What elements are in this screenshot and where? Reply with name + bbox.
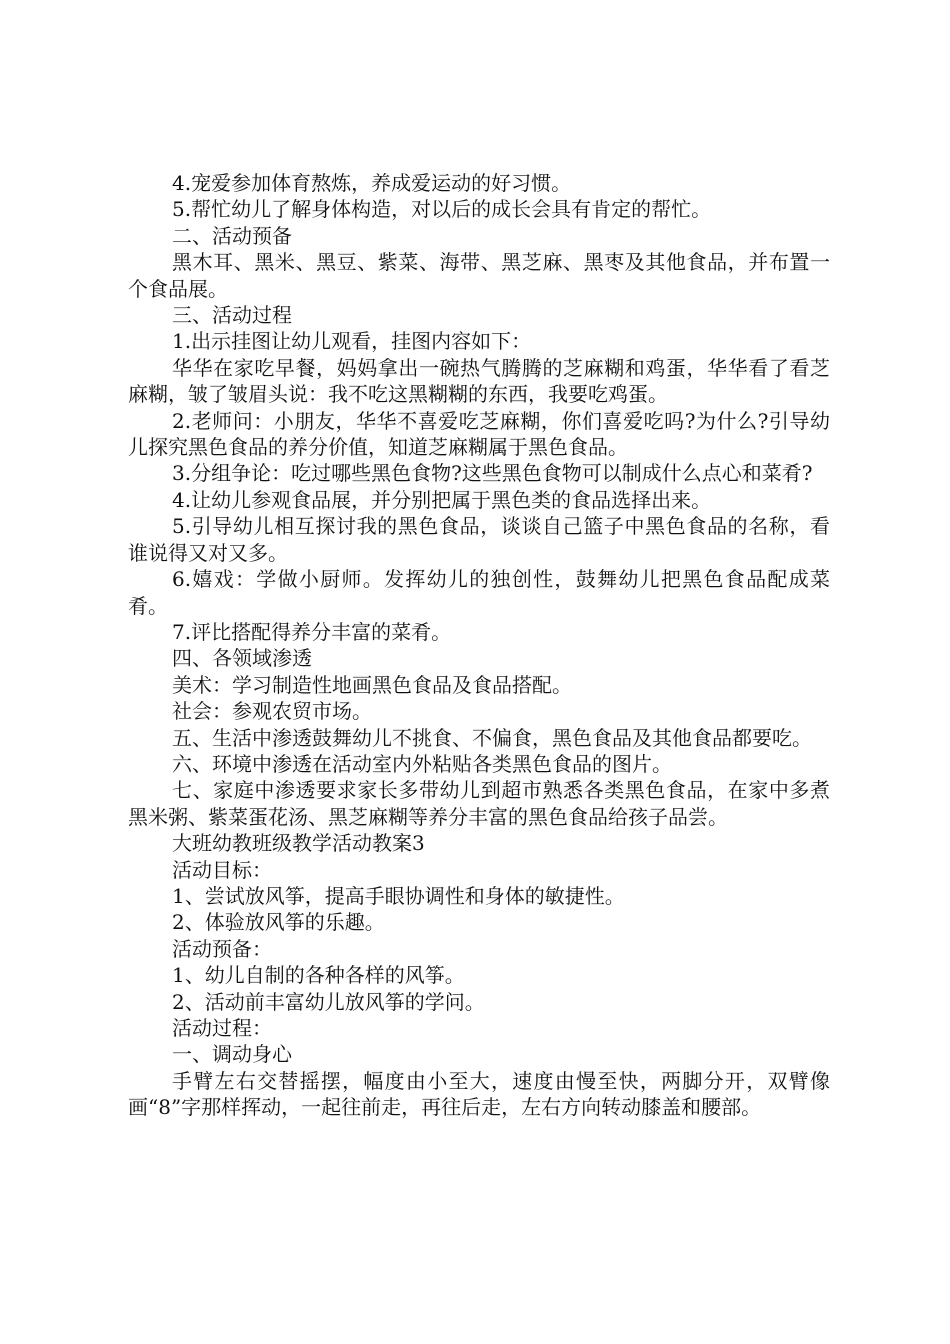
paragraph-step-4: 4.让幼儿参观食品展，并分别把属于黑色类的食品选择出来。 xyxy=(172,487,712,512)
paragraph-goal-4: 4.宠爱参加体育熬炼，养成爱运动的好习惯。 xyxy=(172,171,572,195)
section-heading-process: 三、活动过程 xyxy=(172,303,292,328)
paragraph-life: 五、生活中渗透鼓舞幼儿不挑食、不偏食，黑色食品及其他食品都要吃。 xyxy=(172,725,812,750)
lesson-plan-title: 大班幼教班级教学活动教案3 xyxy=(172,831,425,856)
section-heading-domains: 四、各领域渗透 xyxy=(172,646,312,671)
paragraph-environment: 六、环境中渗透在活动室内外粘贴各类黑色食品的图片。 xyxy=(172,751,672,776)
heading-activity-process: 活动过程： xyxy=(172,1016,272,1040)
paragraph-step-2: 2.老师问：小朋友，华华不喜爱吃芝麻糊，你们喜爱吃吗?为什么?引导幼儿探究黑色食品的养分价值，知道芝麻糊属于黑色食品。 xyxy=(128,408,830,460)
heading-activity-goals: 活动目标： xyxy=(172,857,272,882)
section-heading-preparation: 二、活动预备 xyxy=(172,223,292,248)
paragraph-story: 华华在家吃早餐，妈妈拿出一碗热气腾腾的芝麻糊和鸡蛋，华华看了看芝麻糊，皱了皱眉头说：我不吃这黑糊糊的东西，我要吃鸡蛋。 xyxy=(128,355,830,407)
paragraph-step-1: 1.出示挂图让幼儿观看，挂图内容如下： xyxy=(172,329,532,354)
paragraph-step-6: 6.嬉戏：学做小厨师。发挥幼儿的独创性，鼓舞幼儿把黑色食品配成菜肴。 xyxy=(128,567,830,618)
paragraph-step-5: 5.引导幼儿相互探讨我的黑色食品，谈谈自己篮子中黑色食品的名称，看谁说得又对又多。 xyxy=(128,514,830,565)
paragraph-preparation-items: 黑木耳、黑米、黑豆、紫菜、海带、黑芝麻、黑枣及其他食品，并布置一个食品展。 xyxy=(128,250,830,301)
paragraph-warm-up: 手臂左右交替摇摆，幅度由小至大，速度由慢至快，两脚分开，双臂像画“8”字那样挥动，一起往前走，再往后走，左右方向转动膝盖和腰部。 xyxy=(128,1068,830,1120)
paragraph-prep-kite-1: 1、幼儿自制的各种各样的风筝。 xyxy=(172,963,465,988)
heading-warm-up: 一、调动身心 xyxy=(172,1042,292,1067)
paragraph-goal-kite-1: 1、尝试放风筝，提高手眼协调性和身体的敏捷性。 xyxy=(172,883,625,908)
paragraph-goal-5: 5.帮忙幼儿了解身体构造，对以后的成长会具有肯定的帮忙。 xyxy=(172,197,712,222)
paragraph-art: 美术：学习制造性地画黑色食品及食品搭配。 xyxy=(172,672,572,697)
paragraph-step-7: 7.评比搭配得养分丰富的菜肴。 xyxy=(172,619,452,644)
paragraph-society: 社会：参观农贸市场。 xyxy=(172,699,372,724)
document-page xyxy=(128,170,830,1121)
paragraph-step-3: 3.分组争论：吃过哪些黑色食物?这些黑色食物可以制成什么点心和菜肴? xyxy=(172,461,813,486)
paragraph-goal-kite-2: 2、体验放风筝的乐趣。 xyxy=(172,910,385,935)
heading-activity-preparation: 活动预备： xyxy=(172,936,272,961)
paragraph-prep-kite-2: 2、活动前丰富幼儿放风筝的学问。 xyxy=(172,989,485,1014)
paragraph-family: 七、家庭中渗透要求家长多带幼儿到超市熟悉各类黑色食品，在家中多煮黑米粥、紫菜蛋花汤、黑芝麻糊等养分丰富的黑色食品给孩子品尝。 xyxy=(128,778,830,829)
